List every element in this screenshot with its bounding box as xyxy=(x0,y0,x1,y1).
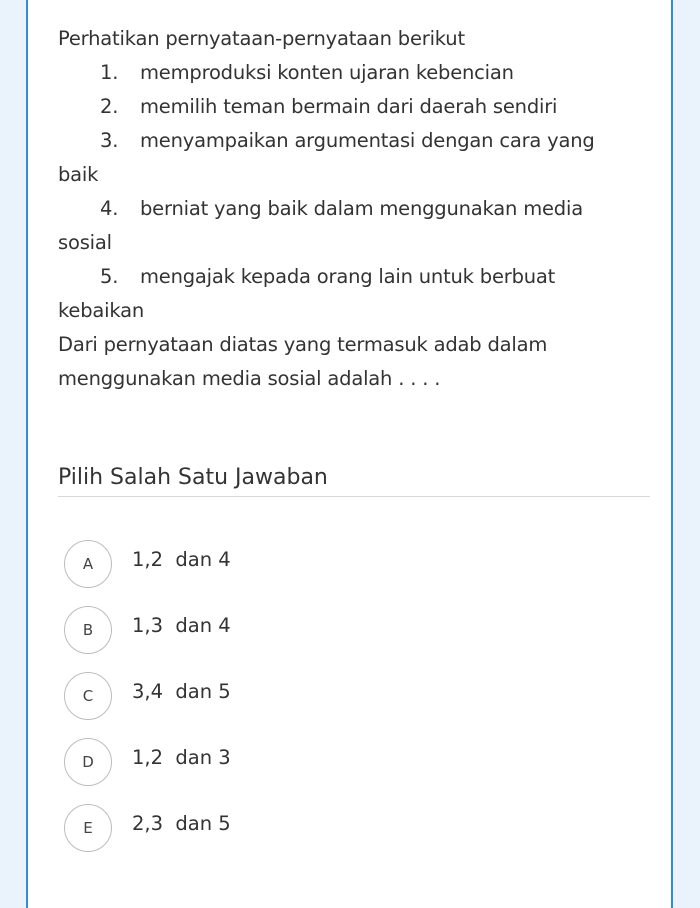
option-label[interactable]: 1,2 dan 4 xyxy=(132,548,231,571)
option-letter-badge[interactable]: E xyxy=(64,804,112,852)
statement-3 xyxy=(58,124,658,158)
statement-text: memproduksi konten ujaran kebencian xyxy=(140,61,514,84)
statement-2 xyxy=(58,90,658,124)
statement-number: 2. xyxy=(100,95,119,118)
statement-number: 3. xyxy=(100,129,119,152)
section-divider xyxy=(58,496,650,497)
option-label[interactable]: 3,4 dan 5 xyxy=(132,680,231,703)
question-intro: Perhatikan pernyataan-pernyataan berikut xyxy=(58,27,465,50)
question-card xyxy=(26,0,673,908)
option-letter-badge[interactable]: A xyxy=(64,540,112,588)
option-label[interactable]: 1,2 dan 3 xyxy=(132,746,231,769)
statement-1 xyxy=(58,56,658,90)
statement-number: 1. xyxy=(100,61,119,84)
option-e[interactable] xyxy=(64,804,644,870)
statement-4-continuation: sosial xyxy=(58,231,112,254)
option-a[interactable] xyxy=(64,540,644,606)
option-label[interactable]: 1,3 dan 4 xyxy=(132,614,231,637)
option-letter-badge[interactable]: B xyxy=(64,606,112,654)
option-letter-badge[interactable]: D xyxy=(64,738,112,786)
statement-number: 4. xyxy=(100,197,119,220)
option-b[interactable] xyxy=(64,606,644,672)
statement-text: menyampaikan argumentasi dengan cara yang xyxy=(140,129,595,152)
option-c[interactable] xyxy=(64,672,644,738)
statement-5-continuation: kebaikan xyxy=(58,299,144,322)
option-letter-badge[interactable]: C xyxy=(64,672,112,720)
statement-4 xyxy=(58,192,658,226)
statement-3-continuation: baik xyxy=(58,163,99,186)
question-prompt-line-1: Dari pernyataan diatas yang termasuk adab dalam xyxy=(58,333,548,356)
question-text xyxy=(58,22,658,396)
statement-number: 5. xyxy=(100,265,119,288)
answer-section-title: Pilih Salah Satu Jawaban xyxy=(58,465,328,490)
statement-5 xyxy=(58,260,658,294)
answer-options xyxy=(64,540,644,870)
statement-text: mengajak kepada orang lain untuk berbuat xyxy=(140,265,556,288)
option-d[interactable] xyxy=(64,738,644,804)
statement-text: berniat yang baik dalam menggunakan media xyxy=(140,197,583,220)
question-prompt-line-2: menggunakan media sosial adalah . . . . xyxy=(58,367,441,390)
statement-text: memilih teman bermain dari daerah sendiri xyxy=(140,95,558,118)
option-label[interactable]: 2,3 dan 5 xyxy=(132,812,231,835)
